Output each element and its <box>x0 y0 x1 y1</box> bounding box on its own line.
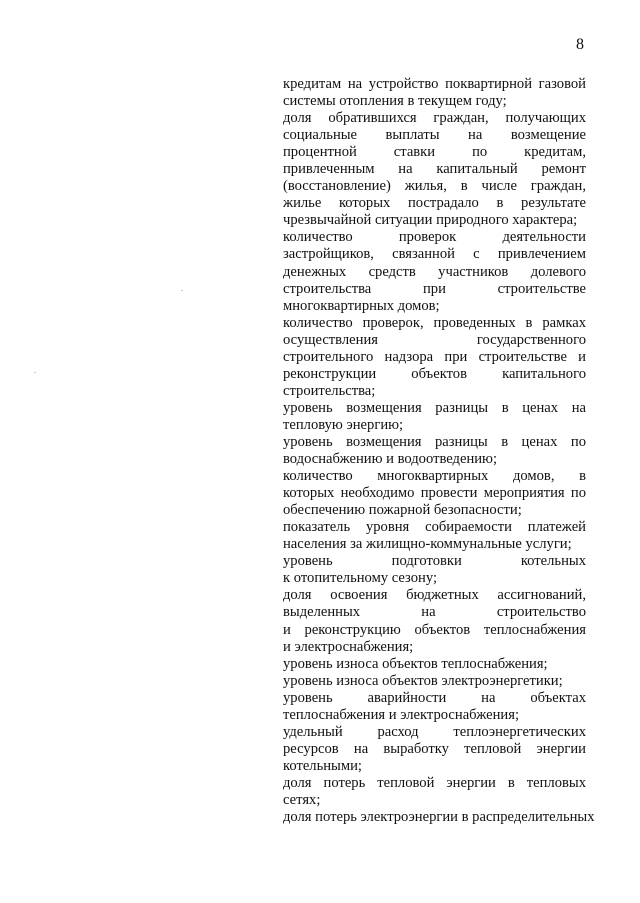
text-line: (восстановление) жилья, в числе граждан, <box>283 178 586 195</box>
text-line: и реконструкцию объектов теплоснабжения <box>283 621 586 638</box>
text-line: жилье которых пострадало в результате <box>283 195 586 212</box>
text-line: тепловую энергию; <box>283 416 404 433</box>
paragraph <box>283 587 586 655</box>
text-line: процентной ставки по кредитам, <box>283 144 586 161</box>
paragraph <box>283 434 586 468</box>
page-number: 8 <box>576 36 584 53</box>
text-line: реконструкции объектов капитального <box>283 365 586 382</box>
text-line: количество проверок деятельности <box>283 229 586 246</box>
text-line: денежных средств участников долевого <box>283 263 586 280</box>
text-line: удельный расход теплоэнергетических <box>283 723 586 740</box>
paragraph <box>283 775 586 809</box>
text-line: уровень возмещения разницы в ценах на <box>283 399 586 416</box>
paragraph <box>283 656 586 673</box>
text-line: доля обратившихся граждан, получающих <box>283 110 586 127</box>
text-line: уровень износа объектов электроэнергетики; <box>283 672 563 689</box>
paragraph <box>283 315 586 400</box>
text-line: уровень износа объектов теплоснабжения; <box>283 655 548 672</box>
text-line: привлеченным на капитальный ремонт <box>283 161 586 178</box>
scan-speck <box>34 372 36 373</box>
text-line: ресурсов на выработку тепловой энергии <box>283 740 586 757</box>
text-line: кредитам на устройство поквартирной газовой <box>283 76 586 92</box>
paragraph <box>283 229 586 314</box>
text-line: уровень возмещения разницы в ценах по <box>283 433 586 450</box>
text-line: застройщиков, связанной с привлечением <box>283 246 586 263</box>
text-line: котельными; <box>283 757 362 774</box>
paragraph <box>283 553 586 587</box>
text-line: уровень аварийности на объектах <box>283 689 586 706</box>
paragraph <box>283 76 586 110</box>
text-line: социальные выплаты на возмещение <box>283 127 586 144</box>
text-line: строительства; <box>283 382 376 399</box>
text-line: чрезвычайной ситуации природного характера; <box>283 212 578 229</box>
text-line: выделенных на строительство <box>283 604 586 621</box>
text-line: обеспечению пожарной безопасности; <box>283 502 522 519</box>
text-line: и электроснабжения; <box>283 638 414 655</box>
paragraph <box>283 519 586 553</box>
text-line: сетях; <box>283 791 321 808</box>
text-line: населения за жилищно-коммунальные услуги; <box>283 536 572 553</box>
text-line: доля потерь тепловой энергии в тепловых <box>283 774 586 791</box>
text-line: многоквартирных домов; <box>283 297 440 314</box>
paragraph <box>283 400 586 434</box>
text-line: показатель уровня собираемости платежей <box>283 519 586 536</box>
text-line: строительного надзора при строительстве и <box>283 348 586 365</box>
text-line: количество проверок, проведенных в рамках <box>283 314 586 331</box>
text-line: строительства при строительстве <box>283 280 586 297</box>
text-line: осуществления государственного <box>283 331 586 348</box>
paragraph <box>283 724 586 775</box>
text-line: теплоснабжения и электроснабжения; <box>283 706 519 723</box>
paragraph <box>283 673 586 690</box>
paragraph <box>283 690 586 724</box>
text-line: которых необходимо провести мероприятия по <box>283 485 586 502</box>
text-line: водоснабжению и водоотведению; <box>283 451 498 468</box>
paragraph <box>283 809 595 826</box>
text-line: доля освоения бюджетных ассигнований, <box>283 587 586 604</box>
text-line: количество многоквартирных домов, в <box>283 468 586 485</box>
paragraph <box>283 110 586 229</box>
text-line: доля потерь электроэнергии в распределительных <box>283 809 595 826</box>
text-line: уровень подготовки котельных <box>283 553 586 570</box>
text-line: системы отопления в текущем году; <box>283 93 507 110</box>
scan-speck <box>181 290 183 291</box>
paragraph <box>283 468 586 519</box>
text-line: к отопительному сезону; <box>283 570 438 587</box>
document-body <box>283 76 595 826</box>
